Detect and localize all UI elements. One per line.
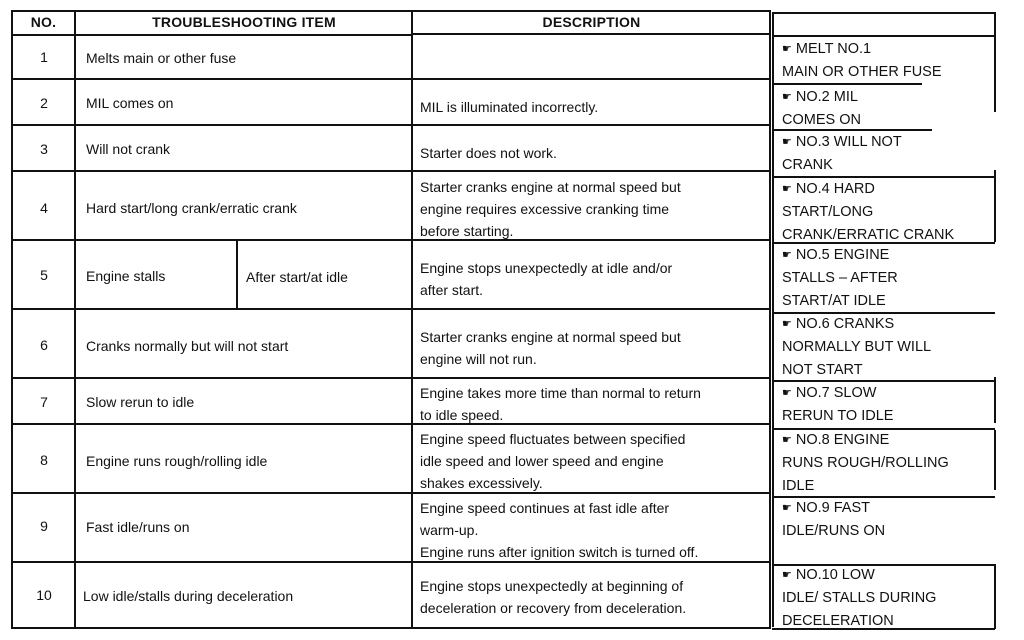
row-number: 1 <box>40 49 48 65</box>
row-item: MIL comes on <box>86 95 174 111</box>
row-number: 6 <box>40 337 48 353</box>
rule-row5 <box>12 308 770 310</box>
row-description: Starter cranks engine at normal speed but engine requires excessive cranking time before starting. <box>420 179 681 239</box>
row-reference[interactable]: ☛ NO.6 CRANKS NORMALLY BUT WILL NOT START <box>782 313 931 382</box>
row-description: Starter does not work. <box>420 145 557 161</box>
pointing-hand-icon: ☛ <box>782 387 792 399</box>
row-item: Hard start/long crank/erratic crank <box>86 200 297 216</box>
row-number: 2 <box>40 95 48 111</box>
row-reference[interactable]: ☛ NO.4 HARD START/LONG CRANK/ERRATIC CRANK <box>782 178 954 247</box>
pointing-hand-icon: ☛ <box>782 183 792 195</box>
rule-row2 <box>12 124 770 126</box>
row-item: Engine stalls <box>86 268 166 284</box>
pointing-hand-icon: ☛ <box>782 569 792 581</box>
ref-right <box>994 12 996 112</box>
rule-header <box>12 34 412 36</box>
row-reference[interactable]: ☛ NO.3 WILL NOT CRANK <box>782 131 902 177</box>
ref-rule-1 <box>772 35 995 37</box>
row-item: Low idle/stalls during deceleration <box>83 588 294 604</box>
rule-row6 <box>12 377 770 379</box>
pointing-hand-icon: ☛ <box>782 43 792 55</box>
row-number: 8 <box>40 452 48 468</box>
row-description: Starter cranks engine at normal speed but engine will not run. <box>420 329 681 367</box>
row-number: 4 <box>40 200 48 216</box>
row-item: Engine runs rough/rolling idle <box>86 453 268 469</box>
row-description: Engine takes more time than normal to return to idle speed. <box>420 385 701 423</box>
pointing-hand-icon: ☛ <box>782 249 792 261</box>
row-description: Engine stops unexpectedly at idle and/or after start. <box>420 260 673 298</box>
rule-row3 <box>12 170 770 172</box>
row-description: Engine speed fluctuates between specified idle speed and lower speed and engine shakes excessively. <box>420 431 686 491</box>
row-sub-condition: After start/at idle <box>246 269 348 285</box>
row-item: Melts main or other fuse <box>86 50 237 66</box>
rule-bottom <box>12 627 770 629</box>
header-no: NO. <box>30 14 57 30</box>
ref-top <box>772 12 995 14</box>
row-number: 7 <box>40 394 48 410</box>
col-line-item <box>411 10 413 629</box>
pointing-hand-icon: ☛ <box>782 136 792 148</box>
row-reference[interactable]: ☛ NO.2 MIL COMES ON <box>782 86 861 132</box>
row-description: Engine speed continues at fast idle after warm-up. Engine runs after ignition switch is turned off. <box>420 500 699 560</box>
header-troubleshooting-item: TROUBLESHOOTING ITEM <box>152 14 336 30</box>
row-description: MIL is illuminated incorrectly. <box>420 99 599 115</box>
row-reference[interactable]: ☛ NO.10 LOW IDLE/ STALLS DURING DECELERATION <box>782 564 936 633</box>
pointing-hand-icon: ☛ <box>782 318 792 330</box>
rule-row1 <box>12 78 770 80</box>
row-reference[interactable]: ☛ NO.9 FAST IDLE/RUNS ON <box>782 497 885 543</box>
pointing-hand-icon: ☛ <box>782 91 792 103</box>
row-number: 5 <box>40 267 48 283</box>
ref-right-b <box>994 170 996 242</box>
row-reference[interactable]: ☛ NO.7 SLOW RERUN TO IDLE <box>782 382 893 428</box>
ref-right-c <box>994 377 996 423</box>
ref-right-e <box>994 564 996 629</box>
row-reference[interactable]: ☛ NO.5 ENGINE STALLS – AFTER START/AT IDLE <box>782 244 898 313</box>
row-reference[interactable]: ☛ NO.8 ENGINE RUNS ROUGH/ROLLING IDLE <box>782 429 949 498</box>
row-item: Fast idle/runs on <box>86 519 190 535</box>
row-reference[interactable]: ☛ MELT NO.1 MAIN OR OTHER FUSE <box>782 38 942 84</box>
row-description: Engine stops unexpectedly at beginning of deceleration or recovery from deceleration. <box>420 578 687 616</box>
row-item: Slow rerun to idle <box>86 394 195 410</box>
pointing-hand-icon: ☛ <box>782 502 792 514</box>
header-description: DESCRIPTION <box>542 14 641 30</box>
rule-header-desc <box>412 33 770 35</box>
col-line-desc <box>769 10 771 629</box>
row-number: 9 <box>40 518 48 534</box>
ref-right-d <box>994 430 996 490</box>
row-number: 10 <box>36 587 52 603</box>
col-line-sub <box>236 239 238 310</box>
pointing-hand-icon: ☛ <box>782 434 792 446</box>
row-number: 3 <box>40 141 48 157</box>
row-item: Will not crank <box>86 141 171 157</box>
row-item: Cranks normally but will not start <box>86 338 289 354</box>
